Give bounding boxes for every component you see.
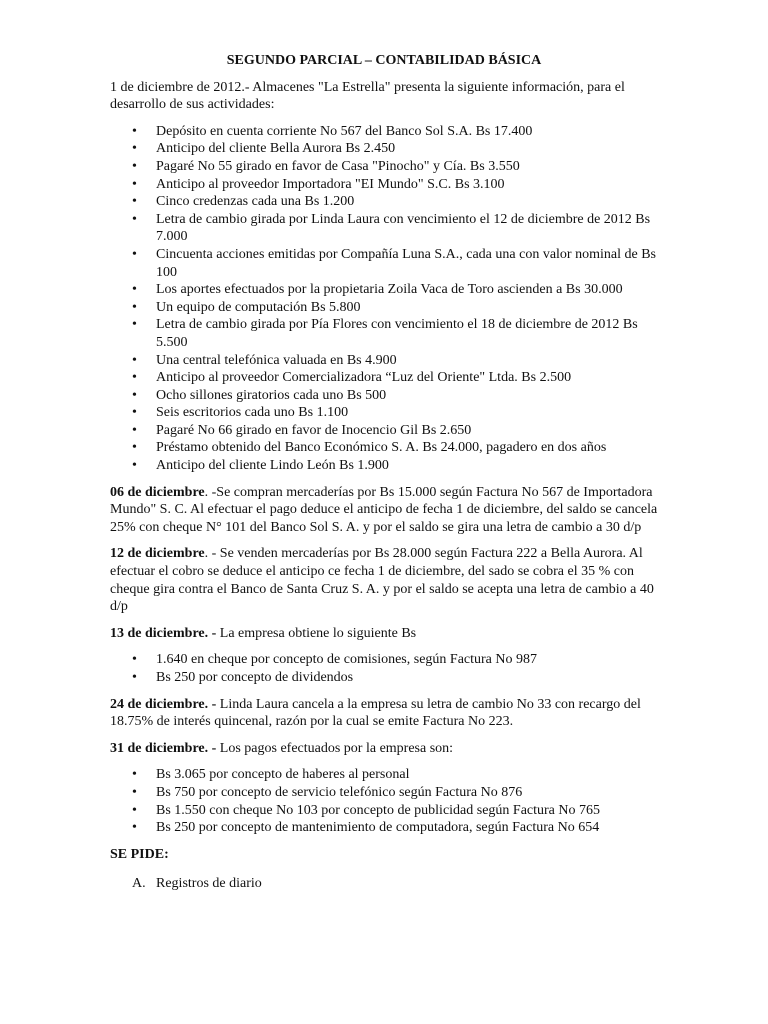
event-text: La empresa obtiene lo siguiente Bs [216, 625, 417, 641]
bullet-icon: • [132, 767, 137, 783]
list-item: • Un equipo de computación Bs 5.800 [132, 299, 361, 315]
list-item: • Bs 250 por concepto de dividendos [132, 670, 354, 685]
event-date: 06 de diciembre [110, 484, 205, 500]
bullet-icon: • [132, 299, 137, 315]
list-item: • Letra de cambio girada por Linda Laura con vencimiento el 12 de diciembre de 2012 Bs 7.000 [132, 211, 651, 245]
list-item: • Bs 750 por concepto de servicio telefónico según Factura No 876 [132, 784, 523, 800]
bullet-icon: • [132, 211, 137, 227]
list-item: • Bs 3.065 por concepto de haberes al personal [132, 767, 410, 783]
bullet-icon: • [132, 141, 137, 157]
list-item: • Pagaré No 55 girado en favor de Casa "Pinocho" y Cía. Bs 3.550 [132, 158, 520, 174]
bullet-icon: • [132, 194, 137, 210]
bullet-icon: • [132, 176, 137, 192]
event-dec06 [110, 484, 658, 537]
bullet-icon: • [132, 158, 137, 174]
list-item: • Cincuenta acciones emitidas por Compañía Luna S.A., cada una con valor nominal de Bs 100 [132, 246, 656, 280]
list-item: • Depósito en cuenta corriente No 567 del Banco Sol S.A. Bs 17.400 [132, 123, 533, 139]
list-item: • Anticipo al proveedor Importadora "EI Mundo" S.C. Bs 3.100 [132, 176, 505, 192]
list-item: • Ocho sillones giratorios cada uno Bs 500 [132, 387, 387, 403]
list-marker: A. [132, 876, 146, 892]
event-text: Linda Laura cancela a la empresa su letra de cambio No 33 con recargo del 18.75% de interés quincenal, razón por la cual se emite Factura No 223. [110, 696, 641, 730]
bullet-icon: • [132, 387, 137, 403]
list-item: • Cinco credenzas cada una Bs 1.200 [132, 194, 355, 210]
list-item: • 1.640 en cheque por concepto de comisiones, según Factura No 987 [132, 652, 538, 668]
bullet-icon: • [132, 317, 137, 333]
event-date: 31 de diciembre. - [110, 740, 217, 756]
dec31-payments-list [110, 766, 658, 836]
bullet-icon: • [132, 652, 137, 668]
bullet-icon: • [132, 802, 137, 818]
event-text: Los pagos efectuados por la empresa son: [216, 740, 454, 756]
bullet-icon: • [132, 370, 137, 386]
opening-balances-list [110, 123, 658, 475]
intro-paragraph: 1 de diciembre de 2012.- Almacenes "La Estrella" presenta la siguiente información, para el desarrollo de sus actividades: [110, 79, 625, 113]
se-pide-heading: SE PIDE: [110, 846, 169, 862]
event-dec12 [110, 545, 658, 615]
bullet-icon: • [132, 246, 137, 262]
bullet-icon: • [132, 440, 137, 456]
list-item: • Bs 1.550 con cheque No 103 por concepto de publicidad según Factura No 765 [132, 802, 601, 818]
event-date: 13 de diciembre. - [110, 625, 217, 641]
list-item: • Los aportes efectuados por la propietaria Zoila Vaca de Toro ascienden a Bs 30.000 [132, 282, 623, 298]
bullet-icon: • [132, 670, 137, 685]
list-item: • Préstamo obtenido del Banco Económico S. A. Bs 24.000, pagadero en dos años [132, 440, 607, 456]
dec13-income-list [110, 651, 658, 686]
list-item: • Letra de cambio girada por Pía Flores con vencimiento el 18 de diciembre de 2012 Bs 5.500 [132, 317, 638, 350]
list-item: • Anticipo del cliente Lindo León Bs 1.900 [132, 458, 389, 474]
event-date: 12 de diciembre [110, 546, 205, 562]
event-text: . -Se compran mercaderías por Bs 15.000 según Factura No 567 de Importadora Mundo" S. C. Al efectuar el pago deduce el anticipo de fecha 1 de diciembre, del saldo se cancela 25% con cheque N° 101 del Banco Sol S. A. y por el saldo se gira una letra de cambio a 30 d/p [110, 484, 658, 535]
list-item: • Anticipo del cliente Bella Aurora Bs 2.450 [132, 141, 396, 157]
event-dec31 [110, 740, 658, 758]
list-item: • Anticipo al proveedor Comercializadora “Luz del Oriente" Ltda. Bs 2.500 [132, 370, 572, 386]
list-item: • Seis escritorios cada uno Bs 1.100 [132, 405, 349, 421]
event-dec13 [110, 625, 658, 643]
event-text: . - Se venden mercaderías por Bs 28.000 según Factura 222 a Bella Aurora. Al efectuar el cobro se deduce el anticipo ce fecha 1 de diciembre, del sado se cobra el 35 % con cheque gira contra el Banco de Santa Cruz S. A. y por el saldo se acepta una letra de cambio a 40 d/p [110, 546, 654, 615]
bullet-icon: • [132, 784, 137, 800]
list-item: • Una central telefónica valuada en Bs 4.900 [132, 352, 397, 368]
bullet-icon: • [132, 458, 137, 474]
bullet-icon: • [132, 123, 137, 139]
list-item: • Bs 250 por concepto de mantenimiento de computadora, según Factura No 654 [132, 820, 600, 836]
requirements-list [110, 875, 658, 893]
list-item: A. Registros de diario [132, 876, 262, 892]
event-dec24 [110, 696, 658, 731]
bullet-icon: • [132, 282, 137, 298]
bullet-icon: • [132, 422, 137, 438]
bullet-icon: • [132, 820, 137, 836]
event-date: 24 de diciembre. - [110, 696, 217, 712]
bullet-icon: • [132, 352, 137, 368]
list-item: • Pagaré No 66 girado en favor de Inocencio Gil Bs 2.650 [132, 422, 472, 438]
document-title: SEGUNDO PARCIAL – CONTABILIDAD BÁSICA [226, 53, 542, 68]
bullet-icon: • [132, 405, 137, 421]
